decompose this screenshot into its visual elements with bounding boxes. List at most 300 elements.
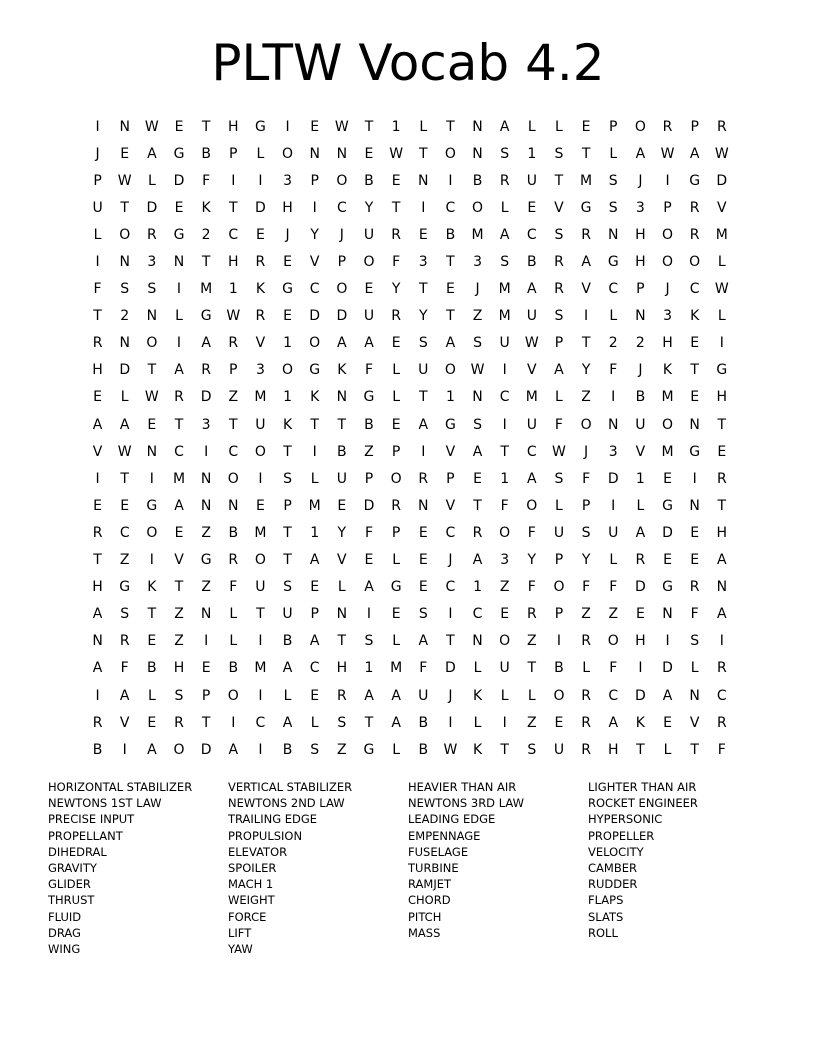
grid-letter: I bbox=[285, 118, 290, 135]
grid-letter: L bbox=[500, 199, 509, 216]
grid-letter: I bbox=[231, 714, 236, 731]
grid-letter: O bbox=[363, 254, 375, 271]
grid-letter: G bbox=[662, 579, 673, 596]
grid-letter: T bbox=[174, 416, 184, 433]
grid-letter: M bbox=[172, 470, 186, 487]
grid-letter: P bbox=[663, 199, 672, 216]
grid-letter: K bbox=[690, 308, 700, 325]
grid-letter: N bbox=[119, 335, 130, 352]
grid-letter: N bbox=[200, 497, 212, 514]
grid-letter: V bbox=[527, 362, 537, 379]
grid-letter: 1 bbox=[283, 389, 293, 406]
grid-letter: N bbox=[336, 606, 348, 623]
grid-letter: E bbox=[283, 308, 292, 325]
grid-letter: V bbox=[554, 199, 564, 216]
grid-letter: T bbox=[201, 254, 211, 271]
grid-letter: E bbox=[255, 497, 265, 514]
grid-letter: R bbox=[716, 470, 727, 487]
grid-letter: S bbox=[283, 579, 292, 596]
grid-letter: H bbox=[336, 660, 348, 677]
grid-letter: O bbox=[254, 552, 266, 569]
grid-letter: O bbox=[282, 362, 294, 379]
grid-letter: E bbox=[364, 552, 374, 569]
grid-letter: O bbox=[689, 254, 701, 271]
grid-letter: A bbox=[309, 552, 320, 569]
grid-letter: Z bbox=[201, 579, 211, 596]
grid-letter: B bbox=[201, 145, 211, 162]
grid-letter: E bbox=[500, 606, 510, 623]
grid-letter: S bbox=[690, 633, 700, 650]
grid-letter: J bbox=[285, 226, 290, 243]
grid-letter: L bbox=[419, 118, 428, 135]
grid-letter: J bbox=[584, 443, 589, 460]
grid-letter: A bbox=[309, 633, 320, 650]
grid-letter: C bbox=[608, 281, 619, 298]
grid-letter: E bbox=[364, 145, 374, 162]
grid-letter: O bbox=[254, 443, 266, 460]
grid-letter: W bbox=[144, 118, 159, 135]
grid-letter: 1 bbox=[310, 524, 320, 541]
word-column bbox=[48, 779, 228, 957]
grid-letter: B bbox=[337, 443, 347, 460]
grid-letter: A bbox=[201, 335, 211, 352]
grid-letter: H bbox=[635, 226, 646, 243]
grid-letter: B bbox=[527, 254, 537, 271]
grid-letter: I bbox=[502, 416, 507, 433]
grid-letter: N bbox=[472, 633, 483, 650]
grid-letter: C bbox=[336, 199, 347, 216]
grid-letter: Z bbox=[174, 633, 184, 650]
grid-letter: E bbox=[147, 416, 157, 433]
grid-letter: N bbox=[716, 579, 728, 596]
grid-letter: J bbox=[638, 362, 643, 379]
grid-letter: E bbox=[147, 633, 157, 650]
grid-letter: N bbox=[608, 416, 619, 433]
grid-letter: L bbox=[663, 741, 672, 758]
grid-letter: N bbox=[608, 226, 619, 243]
grid-letter: M bbox=[308, 497, 321, 514]
grid-letter: F bbox=[202, 172, 211, 189]
grid-letter: P bbox=[310, 606, 319, 623]
grid-letter: R bbox=[92, 714, 103, 731]
grid-letter: S bbox=[337, 714, 347, 731]
grid-letter: Z bbox=[337, 741, 347, 758]
grid-letter: D bbox=[363, 497, 375, 514]
grid-letter: O bbox=[634, 118, 646, 135]
grid-letter: L bbox=[256, 145, 265, 162]
grid-letter: N bbox=[635, 308, 646, 325]
grid-letter: A bbox=[391, 714, 401, 731]
grid-letter: R bbox=[228, 335, 239, 352]
grid-letter: M bbox=[200, 281, 213, 298]
word-list-item: SLATS bbox=[588, 909, 624, 924]
grid-letter: W bbox=[714, 145, 729, 162]
word-list-item: PROPELLER bbox=[588, 828, 655, 843]
grid-row bbox=[84, 682, 736, 709]
grid-letter: 3 bbox=[418, 254, 428, 271]
grid-letter: E bbox=[690, 389, 700, 406]
grid-letter: J bbox=[665, 281, 670, 298]
grid-letter: P bbox=[93, 172, 102, 189]
grid-letter: G bbox=[716, 362, 728, 379]
grid-letter: T bbox=[446, 308, 455, 325]
grid-letter: M bbox=[471, 226, 484, 243]
word-list-item: SPOILER bbox=[228, 861, 277, 876]
grid-letter: A bbox=[418, 416, 429, 433]
grid-letter: A bbox=[92, 606, 103, 623]
grid-letter: K bbox=[472, 687, 483, 704]
grid-letter: D bbox=[336, 308, 348, 325]
grid-letter: T bbox=[93, 552, 102, 569]
grid-row bbox=[84, 709, 736, 736]
grid-letter: 1 bbox=[473, 579, 482, 596]
grid-letter: D bbox=[173, 172, 185, 189]
grid-letter: I bbox=[204, 443, 209, 460]
grid-letter: I bbox=[95, 470, 100, 487]
grid-letter: N bbox=[336, 389, 348, 406]
grid-letter: R bbox=[92, 335, 103, 352]
grid-letter: A bbox=[174, 497, 184, 514]
grid-letter: T bbox=[418, 389, 428, 406]
word-list-item: LIGHTER THAN AIR bbox=[588, 780, 697, 794]
grid-letter: F bbox=[609, 660, 618, 677]
grid-letter: T bbox=[364, 118, 374, 135]
grid-letter: E bbox=[690, 552, 700, 569]
grid-letter: F bbox=[527, 579, 536, 596]
grid-letter: W bbox=[524, 335, 539, 352]
grid-letter: V bbox=[717, 199, 727, 216]
grid-letter: G bbox=[146, 497, 158, 514]
grid-letter: P bbox=[554, 606, 564, 623]
grid-letter: A bbox=[499, 226, 510, 243]
grid-letter: J bbox=[638, 172, 643, 189]
grid-letter: T bbox=[201, 714, 211, 731]
grid-letter: Y bbox=[581, 552, 591, 569]
grid-letter: G bbox=[390, 579, 402, 596]
word-list-item: PITCH bbox=[408, 909, 442, 924]
grid-letter: Z bbox=[527, 714, 537, 731]
grid-letter: O bbox=[444, 362, 456, 379]
word-list-item: RUDDER bbox=[588, 877, 638, 892]
grid-letter: Z bbox=[364, 443, 374, 460]
grid-letter: R bbox=[662, 118, 673, 135]
grid-letter: R bbox=[201, 362, 211, 379]
grid-letter: W bbox=[470, 362, 485, 379]
grid-letter: L bbox=[120, 389, 129, 406]
grid-letter: M bbox=[498, 281, 511, 298]
grid-letter: S bbox=[473, 335, 482, 352]
word-list-item: TURBINE bbox=[408, 861, 459, 876]
grid-letter: D bbox=[146, 199, 158, 216]
grid-letter: U bbox=[363, 308, 375, 325]
word-list-item: NEWTONS 3RD LAW bbox=[408, 796, 524, 811]
grid-letter: S bbox=[364, 633, 374, 650]
grid-letter: 1 bbox=[228, 281, 238, 298]
grid-letter: F bbox=[582, 470, 591, 487]
grid-letter: L bbox=[473, 660, 482, 677]
grid-letter: C bbox=[608, 687, 619, 704]
grid-letter: F bbox=[392, 254, 401, 271]
grid-letter: I bbox=[719, 335, 724, 352]
grid-letter: W bbox=[117, 172, 132, 189]
grid-letter: L bbox=[582, 660, 590, 677]
grid-letter: M bbox=[661, 389, 674, 406]
grid-letter: V bbox=[92, 443, 103, 460]
grid-letter: L bbox=[392, 362, 401, 379]
grid-letter: R bbox=[472, 524, 483, 541]
grid-letter: L bbox=[527, 118, 536, 135]
grid-letter: R bbox=[174, 389, 184, 406]
grid-letter: M bbox=[715, 226, 728, 243]
grid-letter: Y bbox=[418, 308, 428, 325]
grid-letter: H bbox=[607, 741, 619, 758]
grid-letter: N bbox=[228, 497, 239, 514]
grid-row bbox=[84, 736, 736, 763]
grid-letter: Z bbox=[581, 606, 591, 623]
grid-letter: F bbox=[93, 281, 102, 298]
grid-letter: N bbox=[418, 497, 429, 514]
grid-letter: O bbox=[119, 226, 131, 243]
grid-letter: 3 bbox=[283, 172, 293, 189]
grid-letter: K bbox=[337, 362, 347, 379]
grid-letter: O bbox=[553, 687, 565, 704]
word-list-item: MACH 1 bbox=[228, 877, 274, 892]
grid-letter: U bbox=[526, 416, 537, 433]
grid-row bbox=[84, 384, 736, 411]
grid-letter: E bbox=[663, 714, 672, 731]
grid-letter: R bbox=[689, 226, 700, 243]
grid-letter: I bbox=[204, 633, 209, 650]
grid-letter: L bbox=[609, 308, 618, 325]
grid-letter: F bbox=[717, 741, 726, 758]
grid-letter: H bbox=[662, 335, 673, 352]
grid-letter: E bbox=[201, 660, 211, 677]
grid-letter: N bbox=[309, 145, 320, 162]
grid-letter: E bbox=[690, 524, 700, 541]
grid-letter: H bbox=[173, 660, 185, 677]
grid-letter: D bbox=[716, 172, 728, 189]
grid-letter: O bbox=[607, 633, 619, 650]
grid-row bbox=[84, 655, 736, 682]
word-column bbox=[228, 779, 408, 957]
grid-letter: W bbox=[334, 118, 349, 135]
grid-letter: O bbox=[553, 579, 565, 596]
grid-letter: K bbox=[472, 741, 483, 758]
grid-letter: L bbox=[609, 145, 618, 162]
word-list-item: RAMJET bbox=[408, 877, 451, 892]
grid-row bbox=[84, 330, 736, 357]
grid-letter: I bbox=[611, 497, 616, 514]
grid-letter: N bbox=[662, 606, 673, 623]
grid-letter: D bbox=[662, 524, 673, 541]
grid-letter: 2 bbox=[608, 335, 618, 352]
grid-letter: T bbox=[418, 145, 428, 162]
grid-letter: J bbox=[448, 687, 453, 704]
grid-letter: T bbox=[147, 606, 157, 623]
grid-letter: P bbox=[229, 362, 238, 379]
grid-letter: N bbox=[689, 687, 700, 704]
grid-letter: P bbox=[446, 470, 455, 487]
grid-row bbox=[84, 303, 736, 330]
grid-letter: D bbox=[309, 308, 321, 325]
grid-letter: G bbox=[200, 308, 212, 325]
grid-letter: I bbox=[95, 118, 100, 135]
grid-letter: E bbox=[310, 579, 320, 596]
grid-letter: G bbox=[173, 145, 185, 162]
grid-letter: R bbox=[581, 741, 591, 758]
grid-letter: 3 bbox=[201, 416, 211, 433]
grid-letter: S bbox=[174, 687, 184, 704]
grid-letter: P bbox=[201, 687, 211, 704]
word-list-item: PRECISE INPUT bbox=[48, 812, 135, 827]
grid-letter: A bbox=[174, 362, 184, 379]
grid-letter: K bbox=[662, 362, 673, 379]
grid-letter: A bbox=[527, 470, 537, 487]
grid-letter: E bbox=[391, 416, 401, 433]
grid-letter: B bbox=[635, 389, 646, 406]
grid-letter: H bbox=[716, 389, 728, 406]
grid-letter: A bbox=[119, 416, 130, 433]
grid-row bbox=[84, 519, 736, 546]
grid-letter: Z bbox=[499, 579, 510, 596]
grid-letter: A bbox=[635, 524, 646, 541]
grid-letter: E bbox=[663, 552, 672, 569]
grid-letter: E bbox=[93, 497, 102, 514]
grid-letter: E bbox=[527, 199, 537, 216]
grid-letter: T bbox=[120, 470, 129, 487]
grid-letter: Z bbox=[228, 389, 239, 406]
grid-letter: T bbox=[500, 741, 509, 758]
word-list bbox=[48, 779, 768, 957]
grid-letter: B bbox=[228, 524, 239, 541]
grid-letter: E bbox=[174, 199, 184, 216]
grid-row bbox=[84, 140, 736, 167]
grid-letter: E bbox=[418, 524, 428, 541]
grid-row bbox=[84, 438, 736, 465]
word-list-item: PROPULSION bbox=[228, 828, 303, 843]
grid-letter: N bbox=[472, 389, 483, 406]
grid-letter: P bbox=[554, 552, 564, 569]
grid-letter: R bbox=[635, 552, 646, 569]
grid-letter: E bbox=[418, 552, 428, 569]
word-list-item: MASS bbox=[408, 925, 441, 940]
grid-letter: R bbox=[554, 254, 564, 271]
grid-letter: A bbox=[445, 335, 456, 352]
grid-letter: L bbox=[283, 687, 292, 704]
grid-row bbox=[84, 628, 736, 655]
grid-letter: A bbox=[147, 741, 157, 758]
grid-letter: J bbox=[339, 226, 344, 243]
word-list-item: LEADING EDGE bbox=[408, 812, 496, 827]
grid-letter: A bbox=[364, 687, 374, 704]
grid-letter: P bbox=[337, 254, 347, 271]
grid-letter: L bbox=[473, 714, 482, 731]
grid-letter: F bbox=[364, 362, 373, 379]
grid-letter: E bbox=[310, 687, 320, 704]
grid-row bbox=[84, 357, 736, 384]
grid-letter: F bbox=[609, 579, 618, 596]
grid-letter: V bbox=[174, 552, 184, 569]
grid-letter: I bbox=[149, 470, 154, 487]
grid-letter: T bbox=[581, 335, 591, 352]
grid-letter: R bbox=[255, 254, 266, 271]
grid-letter: 3 bbox=[635, 199, 645, 216]
grid-letter: C bbox=[445, 579, 456, 596]
grid-letter: D bbox=[255, 199, 266, 216]
grid-letter: A bbox=[418, 633, 429, 650]
grid-letter: 3 bbox=[147, 254, 157, 271]
grid-letter: P bbox=[229, 145, 238, 162]
grid-letter: H bbox=[282, 199, 293, 216]
grid-letter: I bbox=[638, 660, 643, 677]
grid-letter: I bbox=[149, 552, 154, 569]
grid-letter: K bbox=[255, 281, 265, 298]
grid-letter: Z bbox=[201, 524, 211, 541]
word-list-item: TRAILING EDGE bbox=[228, 812, 318, 827]
word-list-item: WING bbox=[48, 942, 81, 957]
grid-letter: N bbox=[119, 118, 130, 135]
grid-letter: U bbox=[553, 524, 565, 541]
grid-letter: F bbox=[527, 524, 536, 541]
grid-letter: A bbox=[662, 687, 673, 704]
grid-letter: Y bbox=[364, 199, 374, 216]
grid-letter: R bbox=[581, 633, 591, 650]
grid-letter: C bbox=[716, 687, 727, 704]
word-list-item: CHORD bbox=[408, 893, 451, 908]
grid-letter: P bbox=[609, 118, 618, 135]
grid-letter: T bbox=[120, 199, 129, 216]
grid-letter: Y bbox=[391, 281, 401, 298]
grid-letter: G bbox=[254, 118, 266, 135]
grid-letter: M bbox=[580, 172, 593, 189]
word-column bbox=[588, 779, 768, 957]
grid-letter: I bbox=[556, 633, 562, 650]
grid-letter: P bbox=[364, 470, 374, 487]
grid-letter: H bbox=[635, 633, 646, 650]
grid-letter: O bbox=[526, 497, 538, 514]
grid-letter: A bbox=[282, 660, 293, 677]
grid-letter: L bbox=[392, 552, 401, 569]
grid-letter: R bbox=[526, 606, 537, 623]
grid-letter: H bbox=[228, 254, 239, 271]
grid-letter: U bbox=[499, 335, 510, 352]
grid-letter: R bbox=[689, 579, 700, 596]
grid-letter: S bbox=[581, 524, 591, 541]
word-list-item: NEWTONS 2ND LAW bbox=[228, 796, 345, 811]
grid-row bbox=[84, 221, 736, 248]
grid-letter: S bbox=[608, 199, 618, 216]
grid-letter: R bbox=[92, 524, 103, 541]
grid-row bbox=[84, 465, 736, 492]
grid-letter: R bbox=[228, 552, 239, 569]
grid-letter: C bbox=[526, 226, 537, 243]
grid-letter: I bbox=[584, 308, 589, 325]
grid-letter: N bbox=[689, 497, 700, 514]
grid-letter: B bbox=[147, 660, 157, 677]
grid-letter: E bbox=[364, 281, 374, 298]
grid-letter: J bbox=[475, 281, 480, 298]
grid-letter: O bbox=[499, 524, 511, 541]
grid-letter: T bbox=[93, 308, 102, 325]
grid-letter: I bbox=[665, 172, 670, 189]
word-list-item: HYPERSONIC bbox=[588, 812, 663, 827]
grid-letter: L bbox=[310, 470, 319, 487]
grid-letter: N bbox=[336, 145, 348, 162]
grid-letter: T bbox=[283, 524, 292, 541]
grid-letter: O bbox=[662, 226, 674, 243]
word-list-item: NEWTONS 1ST LAW bbox=[48, 796, 162, 811]
grid-letter: O bbox=[309, 335, 321, 352]
